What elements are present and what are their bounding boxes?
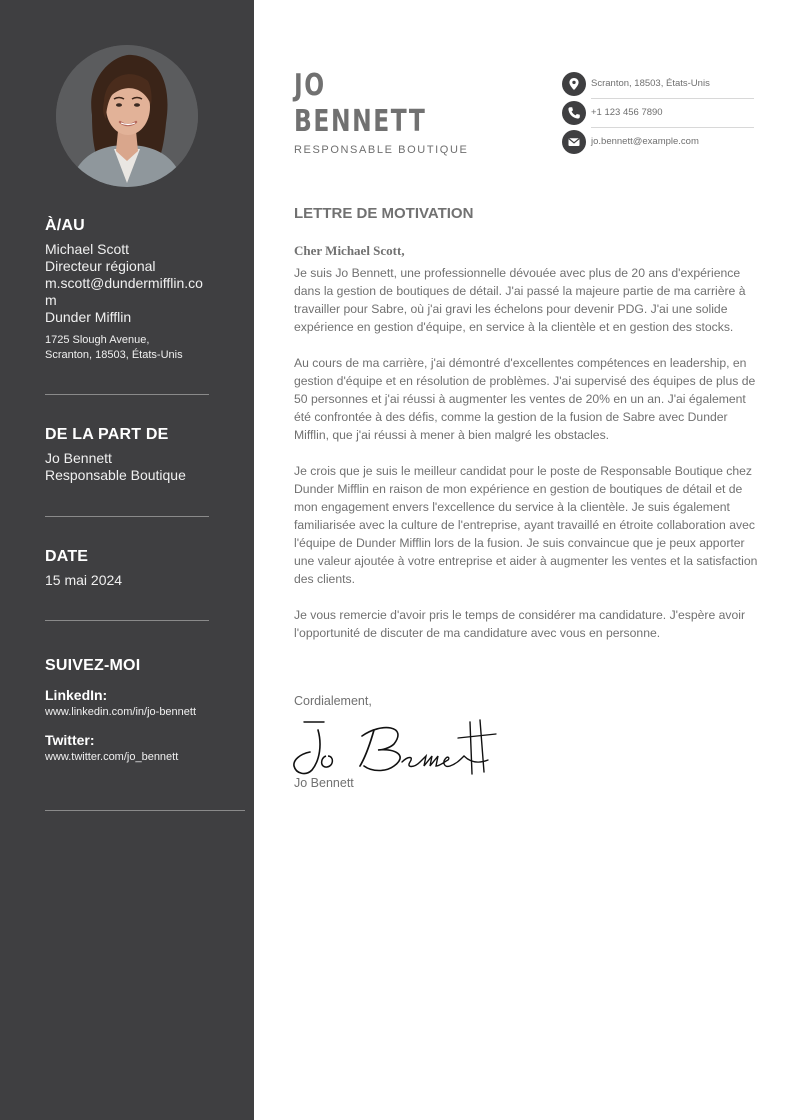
sender-name: Jo Bennett — [45, 450, 112, 466]
date-value: 15 mai 2024 — [45, 572, 123, 588]
last-name: BENNETT — [294, 104, 427, 139]
phone-text[interactable]: +1 123 456 7890 — [591, 107, 663, 118]
email-text[interactable]: jo.bennett@example.com — [591, 136, 699, 147]
paragraph: Je crois que je suis le meilleur candidat pour le poste de Responsable Boutique chez Dunder Mifflin en raison de mon expérience en gestion de boutiques de détail et de mon engagement envers l'excellence du service à la clientèle. Je suis également familiarisée avec la culture de l'entreprise, ayant travaillé en étroite collaboration avec l'équipe de Dunder Mifflin lors de la fusion. Je suis convaincue que je peux apporter une valeur ajoutée à votre entreprise et aider à augmenter les ventes et la satisfaction des clients. — [294, 464, 758, 586]
recipient-company: Dunder Mifflin — [45, 309, 132, 325]
contact-phone — [562, 101, 754, 125]
phone-icon — [562, 101, 586, 125]
divider — [45, 394, 209, 395]
social-heading: SUIVEZ-MOI — [45, 657, 141, 674]
avatar — [56, 45, 198, 187]
sender-heading: DE LA PART DE — [45, 426, 169, 443]
divider — [45, 620, 209, 621]
signature — [290, 716, 500, 785]
linkedin-link[interactable]: www.linkedin.com/in/jo-bennett — [45, 706, 197, 718]
contact-email — [562, 130, 754, 154]
date-heading: DATE — [45, 548, 89, 565]
recipient-heading: À/AU — [45, 217, 85, 234]
sidebar — [0, 0, 254, 1120]
contact-address — [562, 72, 754, 96]
linkedin-label: LinkedIn: — [45, 687, 108, 703]
email-icon — [562, 130, 586, 154]
recipient-address-line2: Scranton, 18503, États-Unis — [45, 349, 183, 361]
divider — [591, 98, 754, 99]
recipient-role: Directeur régional — [45, 258, 156, 274]
letter-title: LETTRE DE MOTIVATION — [294, 205, 474, 222]
location-pin-icon — [562, 72, 586, 96]
sender-full-name — [294, 68, 426, 140]
divider — [45, 810, 245, 811]
date-section — [45, 548, 215, 589]
recipient-address-line1: 1725 Slough Avenue, — [45, 334, 150, 346]
recipient-email[interactable]: m.scott@dundermifflin.com — [45, 275, 203, 308]
twitter-link[interactable]: www.twitter.com/jo_bennett — [45, 751, 179, 763]
recipient-section — [45, 217, 215, 363]
address-text: Scranton, 18503, États-Unis — [591, 78, 710, 89]
paragraph: Au cours de ma carrière, j'ai démontré d'excellentes compétences en leadership, en gestion d'équipe et en résolution de problèmes. J'ai supervisé des équipes de plus de 50 personnes et j'ai réussi à augmenter les ventes de 20% en un an. J'ai également été confrontée à des défis, comme la gestion de la fusion de Sabre avec Dunder Mifflin, que j'ai réussi à mener à bien malgré les obstacles. — [294, 356, 756, 442]
letter-body — [294, 264, 759, 660]
sender-section — [45, 426, 215, 484]
sender-role: Responsable Boutique — [45, 467, 186, 483]
twitter-label: Twitter: — [45, 732, 95, 748]
closing: Cordialement, — [294, 694, 372, 708]
social-section — [45, 657, 215, 765]
job-title: RESPONSABLE BOUTIQUE — [294, 144, 469, 156]
recipient-name: Michael Scott — [45, 241, 130, 257]
first-name: JO — [294, 68, 326, 103]
divider — [591, 127, 754, 128]
signer-name: Jo Bennett — [294, 776, 354, 790]
divider — [45, 516, 209, 517]
paragraph: Je vous remercie d'avoir pris le temps de considérer ma candidature. J'espère avoir l'opportunité de discuter de ma candidature avec vous en personne. — [294, 608, 746, 640]
paragraph: Je suis Jo Bennett, une professionnelle dévouée avec plus de 20 ans d'expérience dans la gestion de boutiques de détail. J'ai passé la majeure partie de ma carrière à travailler pour Sabre, où j'ai gravi les échelons pour devenir PDG. J'ai une solide expérience en gestion d'équipe, en service à la clientèle et en gestion des stocks. — [294, 266, 746, 334]
salutation: Cher Michael Scott, — [294, 243, 405, 258]
